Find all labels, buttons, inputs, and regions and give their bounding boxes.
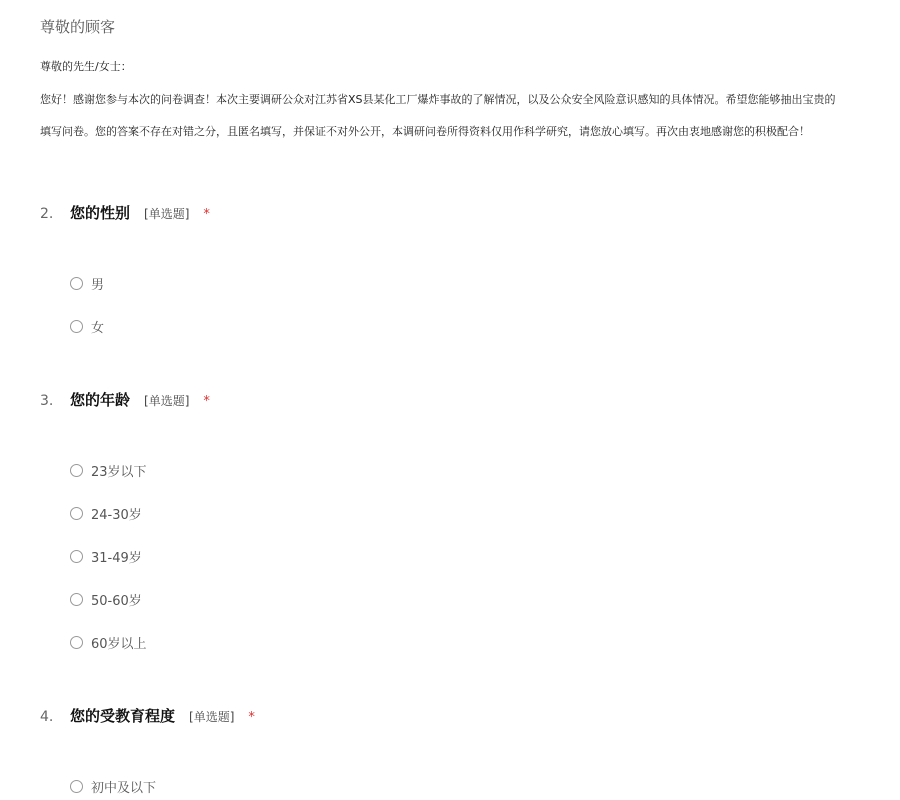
question-number: 4. bbox=[40, 709, 54, 725]
intro-line-2: 填写问卷。您的答案不存在对错之分，且匿名填写，并保证不对外公开，本调研问卷所得资料仅用作科学研究，请您放心填写。再次由衷地感谢您的积极配合！ bbox=[40, 125, 810, 138]
option-age-over-60[interactable] bbox=[70, 633, 147, 652]
option-age-24-30[interactable] bbox=[70, 504, 142, 523]
option-label: 31-49岁 bbox=[91, 551, 142, 566]
salutation: 尊敬的先生/女士： bbox=[40, 60, 132, 73]
option-label: 60岁以上 bbox=[91, 637, 147, 652]
option-label: 女 bbox=[91, 321, 105, 336]
survey-title: 尊敬的顾客 bbox=[40, 18, 116, 36]
question-type: [单选题] bbox=[189, 710, 235, 724]
intro-line-1: 您好！感谢您参与本次的问卷调查！本次主要调研公众对江苏省XS县某化工厂爆炸事故的了解情况，以及公众安全风险意识感知的具体情况。希望您能够抽出宝贵的 bbox=[40, 93, 836, 106]
option-age-under-23[interactable] bbox=[70, 461, 147, 480]
option-female[interactable] bbox=[70, 317, 104, 336]
question-gender bbox=[40, 202, 210, 223]
question-education bbox=[40, 705, 255, 726]
question-type: [单选题] bbox=[144, 207, 190, 221]
option-label: 男 bbox=[91, 278, 105, 293]
option-label: 24-30岁 bbox=[91, 508, 142, 523]
required-mark: * bbox=[203, 207, 210, 222]
radio-button[interactable] bbox=[70, 636, 83, 649]
question-text: 您的受教育程度 bbox=[70, 707, 176, 725]
radio-button[interactable] bbox=[70, 277, 83, 290]
question-number: 3. bbox=[40, 393, 54, 409]
radio-button[interactable] bbox=[70, 780, 83, 793]
radio-button[interactable] bbox=[70, 320, 83, 333]
option-label: 23岁以下 bbox=[91, 465, 147, 480]
option-age-50-60[interactable] bbox=[70, 590, 142, 609]
required-mark: * bbox=[248, 710, 255, 725]
question-age bbox=[40, 389, 210, 410]
option-age-31-49[interactable] bbox=[70, 547, 142, 566]
question-number: 2. bbox=[40, 206, 54, 222]
question-type: [单选题] bbox=[144, 394, 190, 408]
required-mark: * bbox=[203, 394, 210, 409]
radio-button[interactable] bbox=[70, 507, 83, 520]
radio-button[interactable] bbox=[70, 464, 83, 477]
question-text: 您的年龄 bbox=[70, 391, 131, 409]
option-male[interactable] bbox=[70, 274, 104, 293]
radio-button[interactable] bbox=[70, 593, 83, 606]
option-education-junior-high[interactable] bbox=[70, 777, 156, 796]
radio-button[interactable] bbox=[70, 550, 83, 563]
option-label: 初中及以下 bbox=[91, 781, 157, 796]
question-text: 您的性别 bbox=[70, 204, 131, 222]
option-label: 50-60岁 bbox=[91, 594, 142, 609]
